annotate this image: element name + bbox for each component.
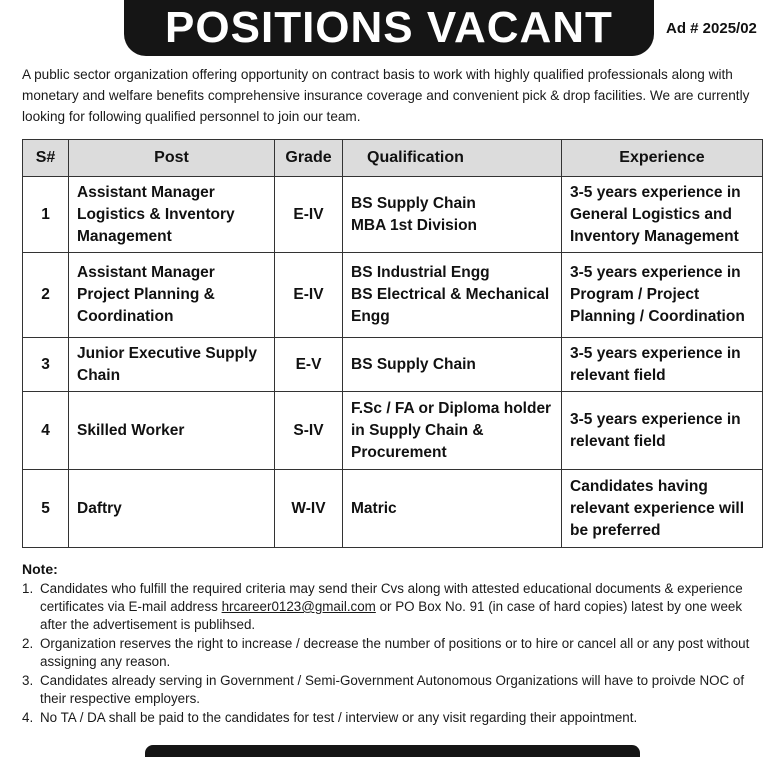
- header-sn: S#: [23, 140, 69, 177]
- table-row: [23, 338, 763, 392]
- row-grade: S-IV: [275, 392, 343, 470]
- row-experience: [562, 470, 763, 548]
- intro-paragraph: A public sector organization offering opportunity on contract basis to work with highly qualified professionals along with monetary and welfare benefits comprehensive insurance coverage and convenient pick & drop facilities. We are currently looking for following qualified personnel to join our team.: [22, 67, 750, 124]
- row-grade: E-IV: [275, 253, 343, 338]
- row-post-line: Chain: [77, 366, 121, 384]
- row-experience: [562, 392, 763, 470]
- row-serial: 4: [23, 392, 69, 470]
- row-experience-line: be preferred: [570, 521, 661, 539]
- header-qualification: Qualification: [343, 140, 562, 177]
- email-link[interactable]: hrcareer0123@gmail.com: [221, 599, 376, 614]
- row-qualification-line: BS Supply Chain: [351, 355, 476, 373]
- row-experience-line: Candidates having: [570, 477, 708, 495]
- row-serial: 2: [23, 253, 69, 338]
- row-qualification-line: Procurement: [351, 443, 447, 461]
- row-experience: [562, 177, 763, 253]
- row-experience-line: Program / Project: [570, 286, 700, 303]
- note-text-part: Candidates who fulfill the required criteria may send their Cvs along with attested educational documents & experience certificates via E-mail address: [40, 581, 743, 614]
- row-post-line: Project Planning &: [77, 286, 215, 303]
- row-qualification-line: BS Industrial Engg: [351, 264, 490, 281]
- row-experience-line: Inventory Management: [570, 227, 739, 245]
- positions-table: [22, 139, 763, 548]
- row-post-line: Logistics & Inventory: [77, 205, 235, 223]
- table-row: [23, 470, 763, 548]
- row-qualification-line: F.Sc / FA or Diploma holder: [351, 399, 552, 417]
- note-number: 1.: [22, 581, 34, 596]
- notes-list: [22, 580, 766, 728]
- table-row: [23, 392, 763, 470]
- header-post: Post: [69, 140, 275, 177]
- row-serial: 3: [23, 338, 69, 392]
- note-number: 3.: [22, 673, 34, 688]
- row-experience-line: Planning / Coordination: [570, 308, 745, 325]
- row-post-line: Management: [77, 227, 172, 245]
- row-experience: [562, 253, 763, 338]
- row-post-line: Coordination: [77, 308, 174, 325]
- row-experience-line: 3-5 years experience in: [570, 264, 741, 281]
- row-qualification: [343, 392, 562, 470]
- row-experience-line: General Logistics and: [570, 205, 732, 223]
- row-qualification-line: Matric: [351, 499, 397, 517]
- row-serial: 5: [23, 470, 69, 548]
- notes-title: Note:: [22, 561, 58, 577]
- row-post-line: Skilled Worker: [77, 421, 185, 439]
- row-grade: E-IV: [275, 177, 343, 253]
- ad-number: Ad # 2025/02: [666, 20, 757, 37]
- note-text-part: Organization reserves the right to increase / decrease the number of positions or to hire or cancel all or any post without assigning any reason.: [40, 636, 750, 669]
- row-post: [69, 470, 275, 548]
- row-serial: 1: [23, 177, 69, 253]
- page-title: POSITIONS VACANT: [165, 3, 613, 52]
- note-text-part: No TA / DA shall be paid to the candidates for test / interview or any visit regarding their appointment.: [40, 710, 638, 725]
- note-text-part: Candidates already serving in Government / Semi-Government Autonomous Organizations will have to proivde NOC of their respective employers.: [40, 673, 745, 706]
- row-post-line: Daftry: [77, 499, 122, 517]
- row-post-line: Assistant Manager: [77, 183, 215, 201]
- row-post: [69, 392, 275, 470]
- note-text: [40, 709, 766, 727]
- row-qualification-line: in Supply Chain &: [351, 421, 484, 439]
- bottom-bar: [145, 745, 640, 757]
- row-experience-line: relevant experience will: [570, 499, 745, 517]
- row-post: [69, 177, 275, 253]
- note-item: [22, 709, 766, 727]
- note-text: [40, 635, 766, 671]
- title-banner: [124, 0, 654, 56]
- row-experience-line: 3-5 years experience in: [570, 344, 741, 362]
- row-post-line: Junior Executive Supply: [77, 344, 258, 362]
- table-header-row: [23, 140, 763, 177]
- table-row: [23, 177, 763, 253]
- row-post-line: Assistant Manager: [77, 264, 215, 281]
- row-grade: W-IV: [275, 470, 343, 548]
- row-qualification-line: BS Supply Chain: [351, 194, 476, 212]
- row-experience-line: 3-5 years experience in: [570, 410, 741, 428]
- row-qualification: [343, 177, 562, 253]
- note-text-part: or PO Box No. 91 (in case of hard copies) latest by one week after the advertisement is publihsed.: [40, 599, 743, 632]
- header-grade: Grade: [275, 140, 343, 177]
- row-post: [69, 253, 275, 338]
- header-experience: Experience: [562, 140, 763, 177]
- row-qualification: [343, 253, 562, 338]
- note-item: [22, 672, 766, 708]
- row-experience-line: relevant field: [570, 432, 666, 450]
- note-text: [40, 672, 766, 708]
- note-item: [22, 580, 766, 634]
- note-item: [22, 635, 766, 671]
- row-qualification-line: MBA 1st Division: [351, 216, 478, 234]
- row-experience: [562, 338, 763, 392]
- table-row: [23, 253, 763, 338]
- note-number: 4.: [22, 710, 34, 725]
- row-post: [69, 338, 275, 392]
- row-qualification: [343, 338, 562, 392]
- note-number: 2.: [22, 636, 34, 651]
- row-qualification-line: Engg: [351, 308, 390, 325]
- row-grade: E-V: [275, 338, 343, 392]
- note-text: [40, 580, 766, 634]
- row-experience-line: relevant field: [570, 366, 666, 384]
- row-qualification: [343, 470, 562, 548]
- row-qualification-line: BS Electrical & Mechanical: [351, 286, 550, 303]
- row-experience-line: 3-5 years experience in: [570, 183, 741, 201]
